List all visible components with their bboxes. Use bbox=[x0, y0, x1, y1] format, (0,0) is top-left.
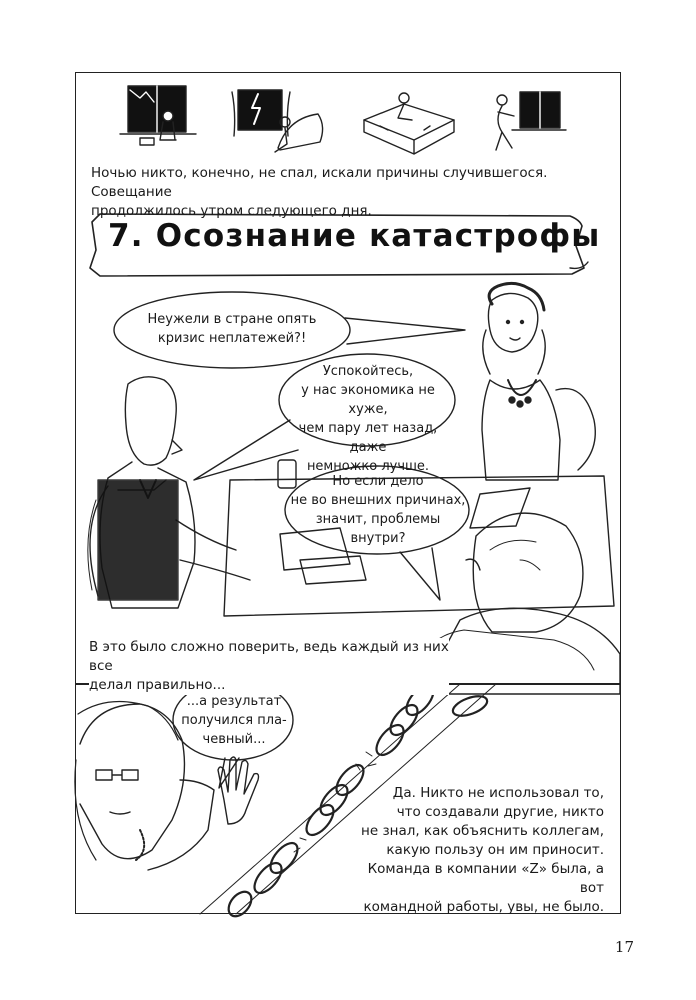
bubble4-line1: ...а результат bbox=[186, 694, 282, 709]
bubble3-line2: не во внешних причинах, bbox=[290, 493, 466, 508]
caption-bottom bbox=[360, 784, 604, 917]
bubble2-line3: чем пару лет назад, даже bbox=[298, 421, 438, 455]
bubble4-line3: чевный... bbox=[202, 732, 266, 747]
bubble2-line2: у нас экономика не хуже, bbox=[301, 383, 435, 417]
vignette-lightning-window-icon bbox=[232, 90, 323, 152]
bubble1-line1: Неужели в стране опять bbox=[147, 312, 317, 327]
bubble3-line3: значит, проблемы bbox=[315, 512, 441, 527]
caption-bottom-line3: не знал, как объяснить коллегам, bbox=[361, 823, 604, 839]
caption-bottom-line1: Да. Никто не использовал то, bbox=[392, 785, 604, 801]
caption-mid-line1: В это было сложно поверить, ведь каждый из них все bbox=[89, 639, 449, 674]
caption-bottom-line5: Команда в компании «Z» была, а вот bbox=[367, 861, 604, 896]
caption-mid-line2: делал правильно... bbox=[89, 677, 226, 693]
caption-bottom-line6: командной работы, увы, не было. bbox=[363, 899, 604, 915]
speech-bubble-4-text bbox=[178, 692, 290, 749]
speech-bubble-1-text bbox=[120, 310, 344, 348]
vest-fill bbox=[98, 480, 178, 600]
vignette-bed-icon bbox=[364, 93, 454, 154]
chapter-title: 7. Осознание катастрофы bbox=[108, 218, 601, 254]
page-number: 17 bbox=[614, 938, 634, 956]
caption-top-line1: Ночью никто, конечно, не спал, искали причины случившегося. Совещание bbox=[91, 165, 548, 200]
bubble1-line2: кризис неплатежей?! bbox=[157, 331, 307, 346]
vignette-window-night-icon bbox=[120, 86, 196, 145]
caption-mid bbox=[89, 638, 449, 695]
speech-bubble-3-text bbox=[288, 472, 468, 548]
speech-bubble-2-text bbox=[280, 362, 456, 476]
raised-hand bbox=[218, 757, 259, 824]
woman-character bbox=[482, 283, 595, 480]
bubble4-line2: получился пла- bbox=[181, 713, 287, 728]
bubble3-line4: внутри? bbox=[350, 531, 406, 546]
caption-bottom-line2: что создавали другие, никто bbox=[396, 804, 604, 820]
caption-top-line2: продолжилось утром следующего дня. bbox=[91, 203, 372, 219]
bubble3-line1: Но если дело bbox=[332, 474, 424, 489]
caption-bottom-line4: какую пользу он им приносит. bbox=[386, 842, 604, 858]
bubble2-line4: немножко лучше. bbox=[306, 459, 430, 474]
bubble2-line1: Успокойтесь, bbox=[322, 364, 414, 379]
vignette-person-window-icon bbox=[496, 92, 566, 150]
caption-top bbox=[91, 164, 611, 221]
